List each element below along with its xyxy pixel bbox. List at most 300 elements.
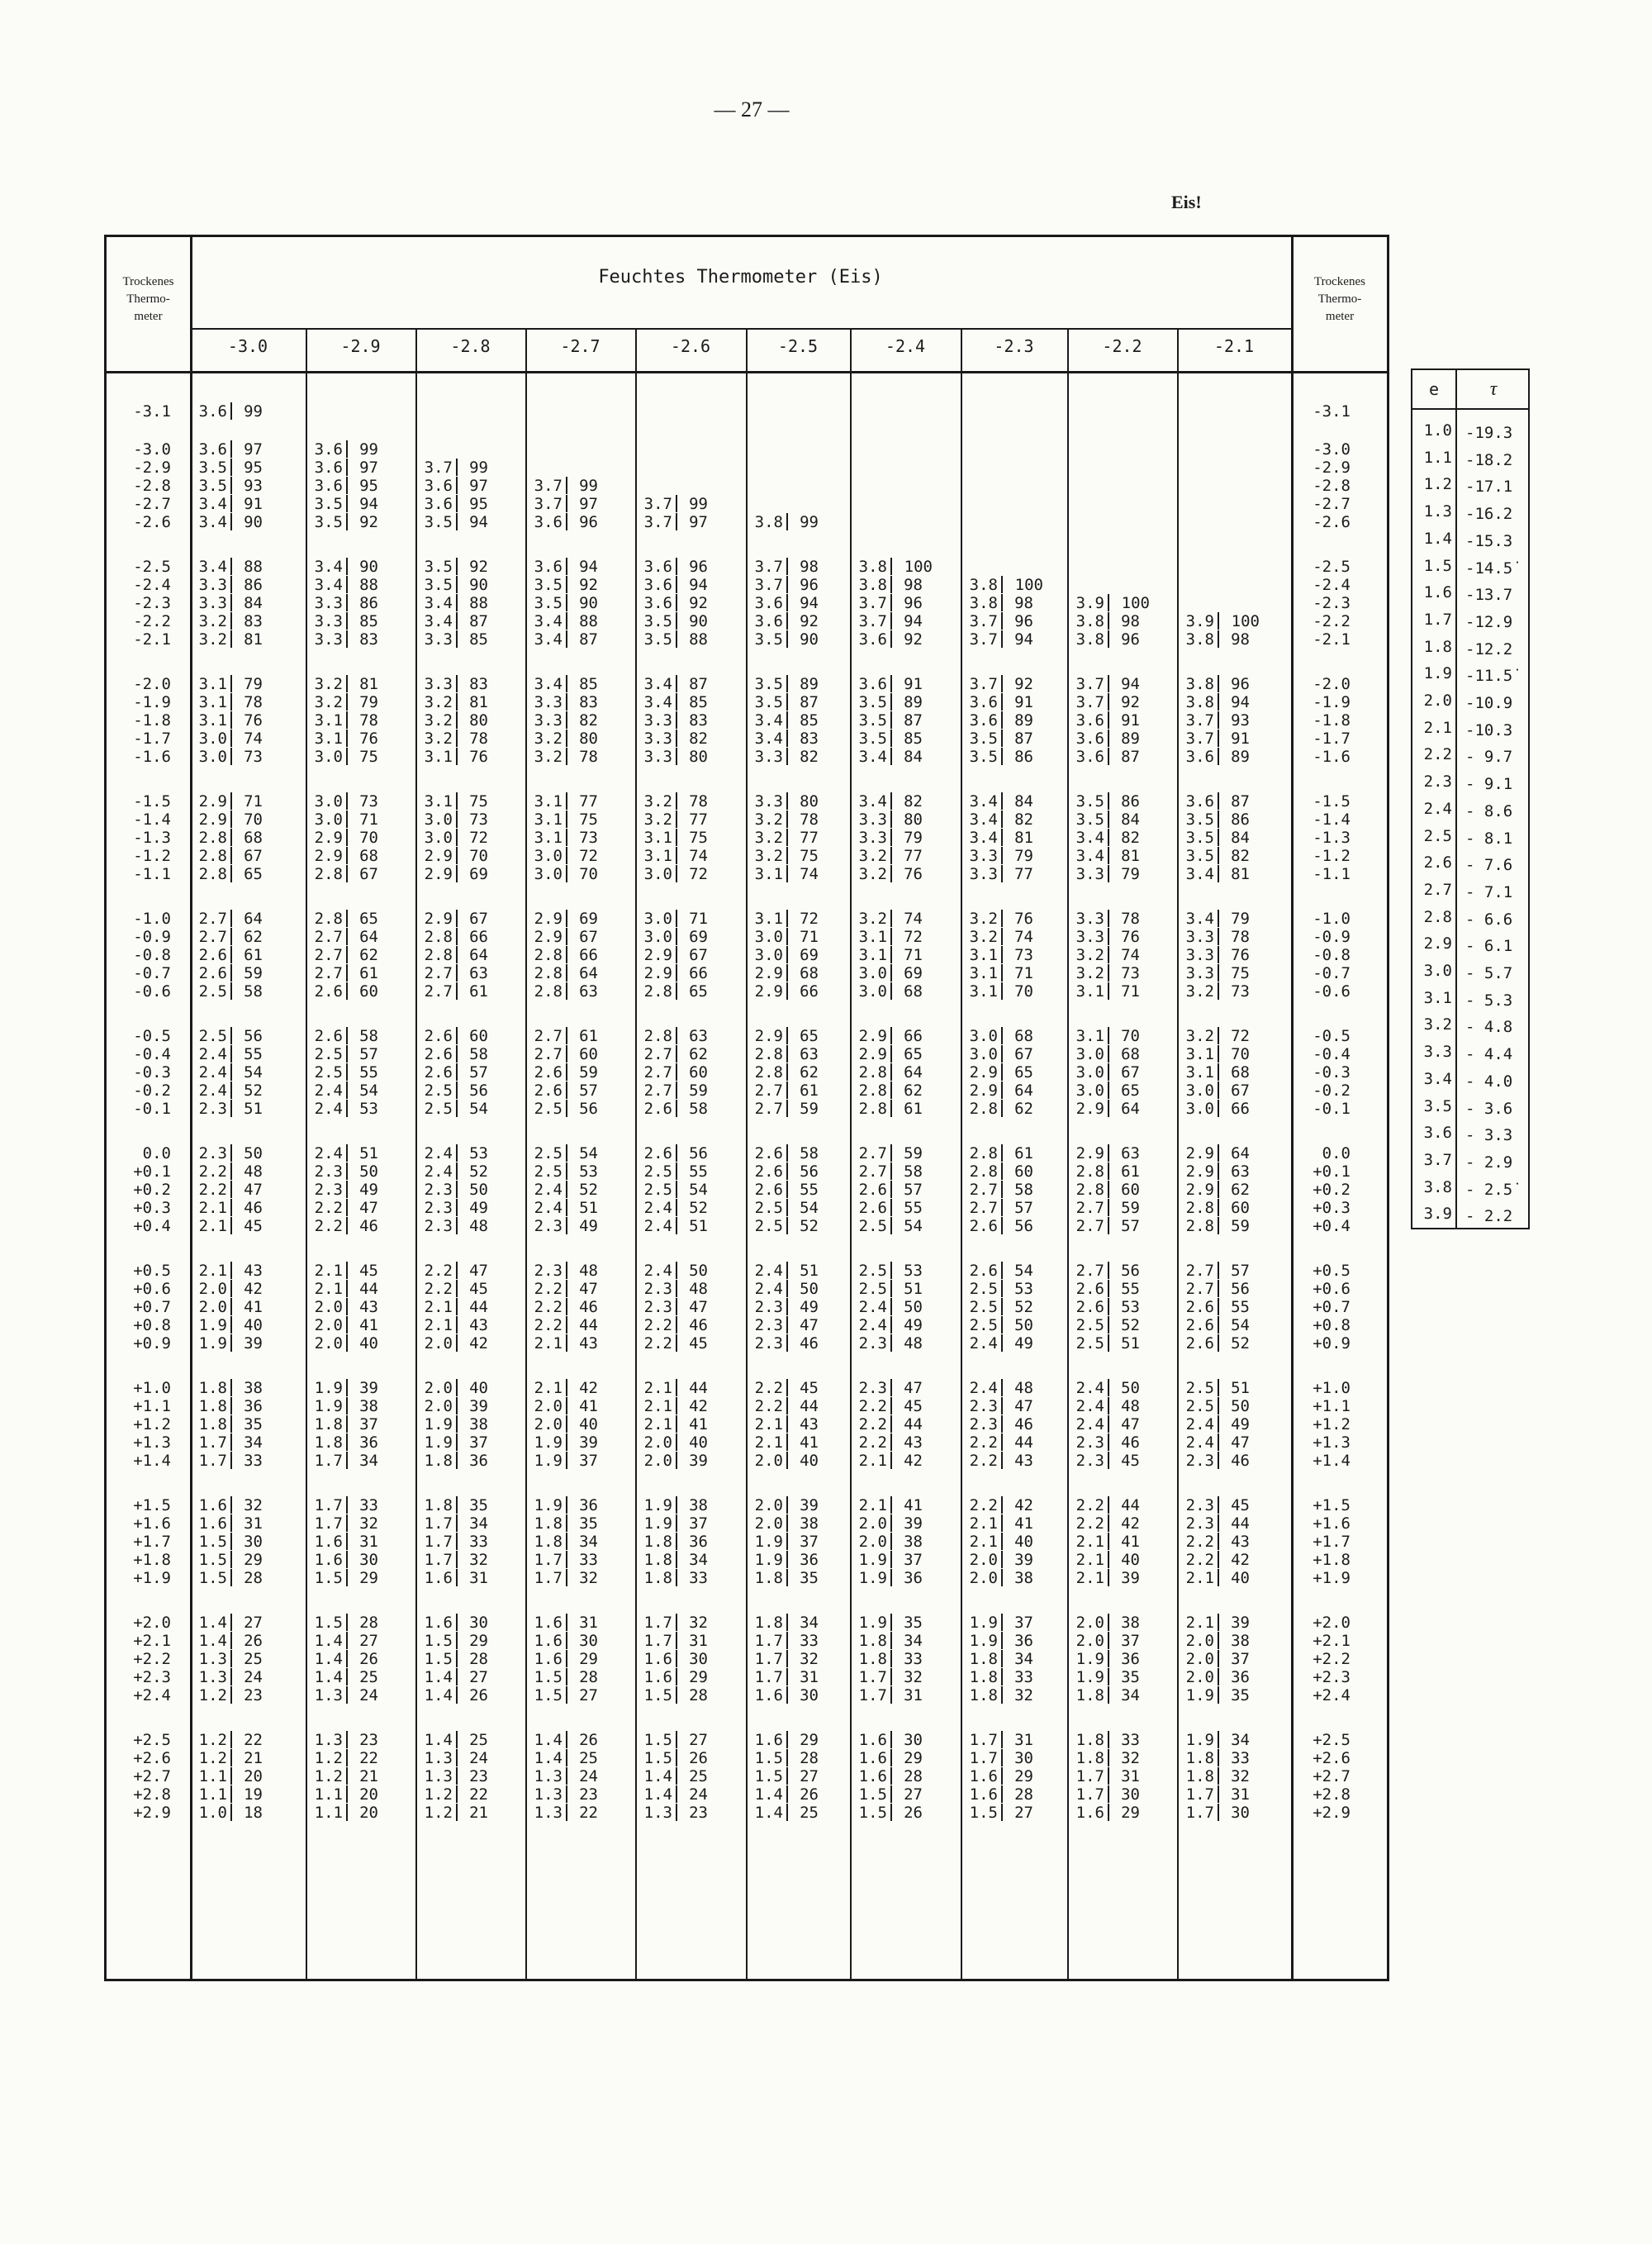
cell-separator [346, 1181, 348, 1198]
cell-separator [456, 1199, 458, 1216]
vapor-pressure-value: 2.4 [643, 1199, 672, 1217]
cell-separator [566, 1767, 567, 1785]
vapor-pressure-value: 1.6 [198, 1496, 227, 1514]
cell-separator [1001, 1181, 1003, 1198]
vapor-pressure-value: 2.5 [198, 982, 227, 1001]
vapor-pressure-value: 3.1 [534, 811, 563, 829]
dry-bulb-label-right: -2.8 [1313, 477, 1351, 495]
relative-humidity-value: 74 [1121, 946, 1140, 964]
vapor-pressure-value: 2.4 [1185, 1415, 1214, 1433]
side-tau-value: - 8.6 [1465, 801, 1513, 820]
cell-separator [1108, 1433, 1109, 1451]
relative-humidity-value: 32 [1231, 1767, 1250, 1785]
relative-humidity-value: 49 [904, 1316, 923, 1334]
relative-humidity-value: 48 [244, 1162, 263, 1181]
relative-humidity-value: 51 [1231, 1379, 1250, 1397]
cell-separator [1108, 928, 1109, 945]
cell-separator [230, 792, 232, 810]
relative-humidity-value: 56 [244, 1027, 263, 1045]
cell-separator [346, 1027, 348, 1044]
relative-humidity-value: 25 [800, 1804, 819, 1822]
vapor-pressure-value: 3.6 [1075, 730, 1104, 748]
dry-bulb-label-right: -1.8 [1313, 711, 1351, 730]
relative-humidity-value: 67 [579, 928, 598, 946]
vapor-pressure-value: 2.8 [314, 865, 343, 883]
relative-humidity-value: 29 [469, 1632, 488, 1650]
relative-humidity-value: 37 [689, 1514, 708, 1533]
cell-separator [1218, 1767, 1219, 1785]
relative-humidity-value: 49 [800, 1298, 819, 1316]
side-tau-value: - 2.5̇ [1465, 1180, 1513, 1199]
cell-separator [456, 558, 458, 575]
relative-humidity-value: 76 [359, 730, 378, 748]
cell-separator [566, 630, 567, 648]
vapor-pressure-value: 2.0 [1185, 1668, 1214, 1686]
side-e-value: 2.6 [1423, 853, 1452, 872]
cell-separator [230, 612, 232, 630]
wet-bulb-column-header: -2.1 [1213, 336, 1255, 356]
vapor-pressure-value: 2.6 [643, 1100, 672, 1118]
cell-separator [786, 711, 788, 729]
relative-humidity-value: 54 [1231, 1316, 1250, 1334]
vapor-pressure-value: 1.2 [198, 1749, 227, 1767]
vapor-pressure-value: 2.5 [1185, 1397, 1214, 1415]
cell-separator [456, 1316, 458, 1334]
vapor-pressure-value: 3.5 [314, 513, 343, 531]
vapor-pressure-value: 1.3 [534, 1804, 563, 1822]
relative-humidity-value: 71 [244, 792, 263, 811]
vapor-pressure-value: 2.6 [969, 1217, 998, 1235]
relative-humidity-value: 99 [579, 477, 598, 495]
vapor-pressure-value: 2.9 [424, 847, 453, 865]
cell-separator [566, 1027, 567, 1044]
cell-separator [230, 459, 232, 476]
vapor-pressure-value: 2.9 [643, 964, 672, 982]
side-tau-value: -13.7 [1465, 586, 1513, 605]
relative-humidity-value: 36 [1121, 1650, 1140, 1668]
vapor-pressure-value: 1.3 [314, 1731, 343, 1749]
vapor-pressure-value: 2.4 [534, 1199, 563, 1217]
vapor-pressure-value: 1.1 [198, 1785, 227, 1804]
cell-separator [456, 513, 458, 530]
vapor-pressure-value: 1.8 [198, 1397, 227, 1415]
relative-humidity-value: 38 [469, 1415, 488, 1433]
relative-humidity-value: 54 [689, 1181, 708, 1199]
relative-humidity-value: 29 [579, 1650, 598, 1668]
vapor-pressure-value: 3.9 [1075, 594, 1104, 612]
vapor-pressure-value: 3.2 [314, 675, 343, 693]
vapor-pressure-value: 2.2 [1185, 1533, 1214, 1551]
relative-humidity-value: 74 [904, 910, 923, 928]
relative-humidity-value: 33 [1231, 1749, 1250, 1767]
vapor-pressure-value: 3.8 [1185, 693, 1214, 711]
relative-humidity-value: 78 [244, 693, 263, 711]
vapor-pressure-value: 3.7 [1185, 711, 1214, 730]
cell-separator [230, 730, 232, 747]
vapor-pressure-value: 2.1 [858, 1452, 887, 1470]
dry-bulb-label-right: +2.2 [1313, 1650, 1351, 1668]
vapor-pressure-value: 3.1 [754, 910, 783, 928]
vapor-pressure-value: 2.7 [754, 1100, 783, 1118]
cell-separator [566, 1415, 567, 1433]
relative-humidity-value: 42 [579, 1379, 598, 1397]
vapor-pressure-value: 3.0 [969, 1027, 998, 1045]
wet-bulb-column-header: -2.4 [885, 336, 926, 356]
cell-separator [456, 1063, 458, 1081]
relative-humidity-value: 50 [1121, 1379, 1140, 1397]
cell-separator [456, 675, 458, 692]
cell-separator [1108, 730, 1109, 747]
relative-humidity-value: 47 [689, 1298, 708, 1316]
vapor-pressure-value: 3.4 [1185, 865, 1214, 883]
cell-separator [230, 1045, 232, 1063]
vapor-pressure-value: 3.3 [754, 792, 783, 811]
cell-separator [890, 675, 892, 692]
cell-separator [1108, 946, 1109, 963]
relative-humidity-value: 58 [800, 1144, 819, 1162]
relative-humidity-value: 65 [244, 865, 263, 883]
relative-humidity-value: 28 [244, 1569, 263, 1587]
relative-humidity-value: 34 [904, 1632, 923, 1650]
vapor-pressure-value: 2.8 [858, 1100, 887, 1118]
cell-separator [890, 1749, 892, 1766]
dry-bulb-label: +1.4 [133, 1452, 171, 1470]
relative-humidity-value: 54 [579, 1144, 598, 1162]
relative-humidity-value: 34 [359, 1452, 378, 1470]
cell-separator [566, 1262, 567, 1279]
relative-humidity-value: 53 [1121, 1298, 1140, 1316]
cell-separator [1108, 594, 1109, 611]
vapor-pressure-value: 3.3 [314, 612, 343, 630]
cell-separator [786, 811, 788, 828]
vapor-pressure-value: 2.3 [198, 1144, 227, 1162]
relative-humidity-value: 40 [800, 1452, 819, 1470]
vapor-pressure-value: 2.3 [314, 1162, 343, 1181]
vapor-pressure-value: 2.8 [534, 982, 563, 1001]
vapor-pressure-value: 1.4 [754, 1804, 783, 1822]
vapor-pressure-value: 3.4 [1185, 910, 1214, 928]
cell-separator [786, 1199, 788, 1216]
cell-separator [676, 1452, 677, 1469]
relative-humidity-value: 64 [1121, 1100, 1140, 1118]
vapor-pressure-value: 2.8 [858, 1063, 887, 1082]
cell-separator [1001, 1452, 1003, 1469]
main-header: Feuchtes Thermometer (Eis) [598, 267, 883, 288]
cell-separator [786, 964, 788, 982]
relative-humidity-value: 29 [800, 1731, 819, 1749]
dry-bulb-label-right: -1.1 [1313, 865, 1351, 883]
cell-separator [1218, 946, 1219, 963]
vapor-pressure-value: 2.1 [969, 1533, 998, 1551]
cell-separator [456, 1045, 458, 1063]
corner-label: Eis! [1171, 192, 1202, 212]
relative-humidity-value: 22 [359, 1749, 378, 1767]
cell-separator [676, 612, 677, 630]
cell-separator [566, 1496, 567, 1514]
relative-humidity-value: 92 [1014, 675, 1033, 693]
cell-separator [1108, 1027, 1109, 1044]
vapor-pressure-value: 1.2 [314, 1749, 343, 1767]
relative-humidity-value: 30 [579, 1632, 598, 1650]
cell-separator [346, 982, 348, 1000]
vapor-pressure-value: 1.6 [754, 1686, 783, 1704]
vapor-pressure-value: 3.5 [314, 495, 343, 513]
cell-separator [1108, 1217, 1109, 1234]
vapor-pressure-value: 2.8 [643, 982, 672, 1001]
vapor-pressure-value: 2.3 [754, 1334, 783, 1353]
relative-humidity-value: 77 [689, 811, 708, 829]
relative-humidity-value: 99 [469, 459, 488, 477]
relative-humidity-value: 50 [800, 1280, 819, 1298]
vapor-pressure-value: 3.2 [969, 910, 998, 928]
relative-humidity-value: 92 [469, 558, 488, 576]
relative-humidity-value: 98 [1121, 612, 1140, 630]
vapor-pressure-value: 3.2 [754, 847, 783, 865]
relative-humidity-value: 68 [1014, 1027, 1033, 1045]
relative-humidity-value: 65 [359, 910, 378, 928]
cell-separator [1218, 1397, 1219, 1414]
cell-separator [676, 1496, 677, 1514]
cell-separator [1218, 1749, 1219, 1766]
vapor-pressure-value: 1.5 [424, 1632, 453, 1650]
cell-separator [1108, 1100, 1109, 1117]
column-divider [190, 237, 192, 1979]
relative-humidity-value: 54 [800, 1199, 819, 1217]
dry-bulb-label-right: -0.9 [1313, 928, 1351, 946]
relative-humidity-value: 30 [1121, 1785, 1140, 1804]
relative-humidity-value: 61 [469, 982, 488, 1001]
dry-bulb-label: -0.2 [133, 1082, 171, 1100]
vapor-pressure-value: 2.3 [754, 1298, 783, 1316]
dry-bulb-label-right: +2.1 [1313, 1632, 1351, 1650]
vapor-pressure-value: 3.4 [643, 675, 672, 693]
cell-separator [1108, 630, 1109, 648]
relative-humidity-value: 23 [579, 1785, 598, 1804]
vapor-pressure-value: 1.8 [858, 1650, 887, 1668]
relative-humidity-value: 91 [1121, 711, 1140, 730]
relative-humidity-value: 59 [1231, 1217, 1250, 1235]
cell-separator [1218, 1144, 1219, 1162]
relative-humidity-value: 63 [1231, 1162, 1250, 1181]
cell-separator [1001, 847, 1003, 864]
vapor-pressure-value: 2.7 [1075, 1262, 1104, 1280]
relative-humidity-value: 71 [689, 910, 708, 928]
relative-humidity-value: 62 [800, 1063, 819, 1082]
cell-separator [230, 675, 232, 692]
cell-separator [1001, 1785, 1003, 1803]
cell-separator [1218, 1162, 1219, 1180]
cell-separator [1218, 1217, 1219, 1234]
cell-separator [230, 1433, 232, 1451]
relative-humidity-value: 53 [579, 1162, 598, 1181]
vapor-pressure-value: 1.7 [754, 1650, 783, 1668]
dry-bulb-label: +2.7 [133, 1767, 171, 1785]
relative-humidity-value: 75 [359, 748, 378, 766]
cell-separator [230, 829, 232, 846]
relative-humidity-value: 69 [800, 946, 819, 964]
dry-bulb-label-right: +1.8 [1313, 1551, 1351, 1569]
relative-humidity-value: 87 [1121, 748, 1140, 766]
cell-separator [786, 1379, 788, 1396]
cell-separator [890, 792, 892, 810]
vapor-pressure-value: 1.4 [424, 1668, 453, 1686]
relative-humidity-value: 48 [689, 1280, 708, 1298]
relative-humidity-value: 42 [904, 1452, 923, 1470]
vapor-pressure-value: 1.6 [424, 1569, 453, 1587]
relative-humidity-value: 21 [244, 1749, 263, 1767]
relative-humidity-value: 97 [689, 513, 708, 531]
cell-separator [1218, 865, 1219, 882]
cell-separator [346, 1496, 348, 1514]
cell-separator [346, 1280, 348, 1297]
relative-humidity-value: 85 [469, 630, 488, 649]
cell-separator [346, 1668, 348, 1685]
relative-humidity-value: 96 [689, 558, 708, 576]
vapor-pressure-value: 1.0 [198, 1804, 227, 1822]
cell-separator [890, 576, 892, 593]
cell-separator [566, 477, 567, 494]
column-divider [1067, 328, 1069, 1979]
cell-separator [890, 594, 892, 611]
relative-humidity-value: 50 [469, 1181, 488, 1199]
vapor-pressure-value: 2.7 [643, 1045, 672, 1063]
relative-humidity-value: 73 [469, 811, 488, 829]
dry-bulb-label: +0.1 [133, 1162, 171, 1181]
side-tau-value: - 7.1 [1465, 882, 1513, 901]
cell-separator [1001, 612, 1003, 630]
dry-bulb-label: +0.3 [133, 1199, 171, 1217]
relative-humidity-value: 56 [469, 1082, 488, 1100]
dry-bulb-label: -2.0 [133, 675, 171, 693]
cell-separator [1218, 1280, 1219, 1297]
side-tau-value: -12.2 [1465, 639, 1513, 658]
cell-separator [676, 495, 677, 512]
relative-humidity-value: 51 [359, 1144, 378, 1162]
vapor-pressure-value: 2.0 [1075, 1632, 1104, 1650]
relative-humidity-value: 38 [1121, 1614, 1140, 1632]
vapor-pressure-value: 2.5 [534, 1162, 563, 1181]
cell-separator [566, 1785, 567, 1803]
dry-bulb-label-right: +1.4 [1313, 1452, 1351, 1470]
relative-humidity-value: 81 [469, 693, 488, 711]
cell-separator [676, 1027, 677, 1044]
relative-humidity-value: 80 [904, 811, 923, 829]
cell-separator [230, 1452, 232, 1469]
vapor-pressure-value: 2.0 [314, 1298, 343, 1316]
dry-bulb-label: -0.6 [133, 982, 171, 1001]
vapor-pressure-value: 2.9 [858, 1027, 887, 1045]
relative-humidity-value: 34 [800, 1614, 819, 1632]
relative-humidity-value: 42 [244, 1280, 263, 1298]
relative-humidity-value: 41 [579, 1397, 598, 1415]
cell-separator [786, 1415, 788, 1433]
vapor-pressure-value: 2.3 [1075, 1433, 1104, 1452]
cell-separator [786, 1569, 788, 1586]
cell-separator [230, 811, 232, 828]
relative-humidity-value: 31 [800, 1668, 819, 1686]
cell-separator [456, 1551, 458, 1568]
vapor-pressure-value: 2.9 [314, 847, 343, 865]
relative-humidity-value: 94 [904, 612, 923, 630]
relative-humidity-value: 59 [689, 1082, 708, 1100]
vapor-pressure-value: 3.7 [969, 630, 998, 649]
cell-separator [1001, 1731, 1003, 1748]
cell-separator [230, 865, 232, 882]
cell-separator [456, 711, 458, 729]
relative-humidity-value: 45 [904, 1397, 923, 1415]
relative-humidity-value: 50 [359, 1162, 378, 1181]
vapor-pressure-value: 1.4 [198, 1632, 227, 1650]
relative-humidity-value: 71 [904, 946, 923, 964]
cell-separator [1108, 1686, 1109, 1704]
relative-humidity-value: 35 [904, 1614, 923, 1632]
relative-humidity-value: 33 [904, 1650, 923, 1668]
vapor-pressure-value: 2.9 [1075, 1100, 1104, 1118]
vapor-pressure-value: 3.1 [424, 748, 453, 766]
vapor-pressure-value: 2.8 [198, 847, 227, 865]
vapor-pressure-value: 1.5 [969, 1804, 998, 1822]
cell-separator [676, 1199, 677, 1216]
cell-separator [230, 946, 232, 963]
vapor-pressure-value: 1.7 [314, 1496, 343, 1514]
cell-separator [346, 1217, 348, 1234]
vapor-pressure-value: 2.5 [534, 1144, 563, 1162]
relative-humidity-value: 33 [244, 1452, 263, 1470]
cell-separator [786, 1082, 788, 1099]
cell-separator [890, 1334, 892, 1352]
dry-bulb-label-right: -2.0 [1313, 675, 1351, 693]
dry-bulb-label-right: +2.3 [1313, 1668, 1351, 1686]
relative-humidity-value: 44 [904, 1415, 923, 1433]
vapor-pressure-value: 3.3 [643, 730, 672, 748]
cell-separator [890, 693, 892, 711]
dry-bulb-label-right: -2.6 [1313, 513, 1351, 531]
relative-humidity-value: 55 [800, 1181, 819, 1199]
dry-bulb-label-right: +2.9 [1313, 1804, 1351, 1822]
relative-humidity-value: 88 [579, 612, 598, 630]
relative-humidity-value: 53 [1014, 1280, 1033, 1298]
vapor-pressure-value: 2.4 [198, 1045, 227, 1063]
dry-bulb-label-right: -0.8 [1313, 946, 1351, 964]
cell-separator [346, 1162, 348, 1180]
relative-humidity-value: 41 [1121, 1533, 1140, 1551]
cell-separator [786, 1217, 788, 1234]
relative-humidity-value: 32 [1121, 1749, 1140, 1767]
vapor-pressure-value: 2.3 [1185, 1496, 1214, 1514]
relative-humidity-value: 82 [1014, 811, 1033, 829]
cell-separator [1218, 1496, 1219, 1514]
vapor-pressure-value: 1.9 [754, 1533, 783, 1551]
dry-bulb-label-right: -2.1 [1313, 630, 1351, 649]
cell-separator [676, 1569, 677, 1586]
relative-humidity-value: 92 [579, 576, 598, 594]
dry-bulb-label: -0.7 [133, 964, 171, 982]
cell-separator [1218, 1316, 1219, 1334]
relative-humidity-value: 74 [244, 730, 263, 748]
relative-humidity-value: 89 [1231, 748, 1250, 766]
relative-humidity-value: 63 [469, 964, 488, 982]
vapor-pressure-value: 2.2 [643, 1316, 672, 1334]
cell-separator [676, 1162, 677, 1180]
relative-humidity-value: 72 [904, 928, 923, 946]
relative-humidity-value: 90 [579, 594, 598, 612]
relative-humidity-value: 87 [469, 612, 488, 630]
dry-bulb-label-right: -0.3 [1313, 1063, 1351, 1082]
vapor-pressure-value: 2.4 [424, 1162, 453, 1181]
relative-humidity-value: 59 [579, 1063, 598, 1082]
relative-humidity-value: 61 [244, 946, 263, 964]
vapor-pressure-value: 2.1 [424, 1298, 453, 1316]
